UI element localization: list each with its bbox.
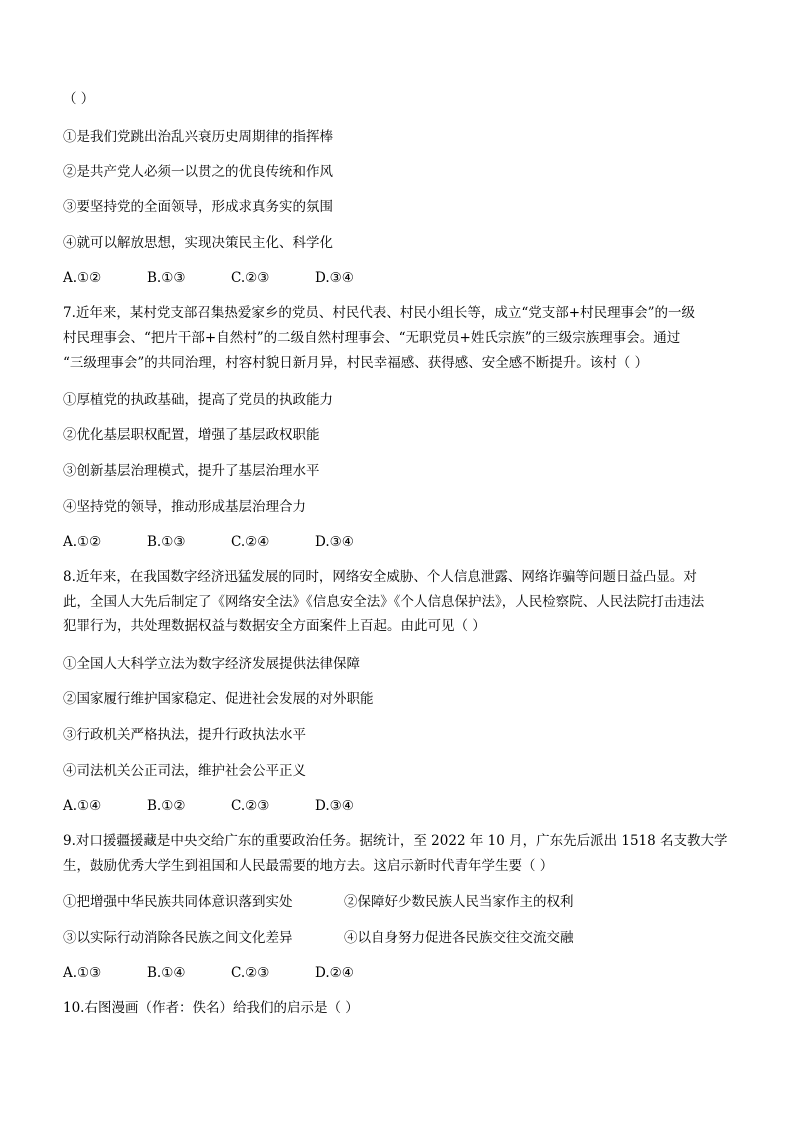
q8-item-4: ④司法机关公正司法，维护社会公平正义 (63, 763, 306, 779)
q6-option-b: B.①③ (147, 270, 186, 286)
q6-option-a: A.①② (63, 270, 102, 286)
q8-stem-line-2: 此，全国人大先后制定了《网络安全法》《信息安全法》《个人信息保护法》，人民检察院、人民法院打击违法 (63, 594, 705, 610)
q7-item-2: ②优化基层职权配置，增强了基层政权职能 (63, 427, 320, 443)
q8-option-a: A.①④ (63, 798, 102, 814)
q9-option-a: A.①③ (63, 965, 102, 981)
q7-option-a: A.①② (63, 534, 102, 550)
q9-item-4: ④以自身努力促进各民族交往交流交融 (344, 930, 574, 946)
q8-option-b: B.①② (147, 798, 186, 814)
q6-option-d: D.③④ (315, 270, 354, 286)
q8-stem-line-3: 犯罪行为，共处理数据权益与数据安全方面案件上百起。由此可见（ ） (63, 618, 486, 634)
q9-item-2: ②保障好少数民族人民当家作主的权利 (344, 894, 574, 910)
q9-option-b: B.①④ (147, 965, 186, 981)
q7-stem-line-1: 7.近年来，某村党支部召集热爱家乡的党员、村民代表、村民小组长等，成立“党支部+村民理事会”的一级 (63, 305, 695, 321)
q7-option-d: D.③④ (315, 534, 354, 550)
q8-item-2: ②国家履行维护国家稳定、促进社会发展的对外职能 (63, 691, 374, 707)
q9-stem-line-2: 生，鼓励优秀大学生到祖国和人民最需要的地方去。这启示新时代青年学生要（ ） (63, 858, 554, 874)
q6-item-1: ①是我们党跳出治乱兴衰历史周期律的指挥棒 (63, 129, 333, 145)
q6-item-2: ②是共产党人必须一以贯之的优良传统和作风 (63, 164, 333, 180)
q9-option-d: D.②④ (315, 965, 354, 981)
q6-option-c: C.②③ (231, 270, 270, 286)
q8-option-c: C.②③ (231, 798, 270, 814)
q6-item-3: ③要坚持党的全面领导，形成求真务实的氛围 (63, 199, 333, 215)
q7-item-4: ④坚持党的领导，推动形成基层治理合力 (63, 499, 306, 515)
q9-stem-line-1: 9.对口援疆援藏是中央交给广东的重要政治任务。据统计，至 2022 年 10 月，广东先后派出 1518 名支教大学 (63, 833, 728, 849)
q8-item-3: ③行政机关严格执法，提升行政执法水平 (63, 727, 306, 743)
q6-answer-bracket: （ ） (63, 91, 95, 107)
q8-item-1: ①全国人大科学立法为数字经济发展提供法律保障 (63, 656, 360, 672)
q7-item-1: ①厚植党的执政基础，提高了党员的执政能力 (63, 392, 333, 408)
q7-option-b: B.①③ (147, 534, 186, 550)
q7-item-3: ③创新基层治理模式，提升了基层治理水平 (63, 463, 320, 479)
q9-item-3: ③以实际行动消除各民族之间文化差异 (63, 930, 293, 946)
q9-item-1: ①把增强中华民族共同体意识落到实处 (63, 894, 293, 910)
q7-option-c: C.②④ (231, 534, 270, 550)
q7-stem-line-3: “三级理事会”的共同治理，村容村貌日新月异，村民幸福感、获得感、安全感不断提升。该村（ ） (63, 355, 649, 371)
q6-item-4: ④就可以解放思想，实现决策民主化、科学化 (63, 235, 333, 251)
q8-option-d: D.③④ (315, 798, 354, 814)
q8-stem-line-1: 8.近年来，在我国数字经济迅猛发展的同时，网络安全威胁、个人信息泄露、网络诈骗等问题日益凸显。对 (63, 569, 697, 585)
q9-option-c: C.②③ (231, 965, 270, 981)
q7-stem-line-2: 村民理事会、“把片干部+自然村”的二级自然村理事会、“无职党员+姓氏宗族”的三级宗族理事会。通过 (63, 330, 681, 346)
q10-stem: 10.右图漫画（作者：佚名）给我们的启示是（ ） (63, 1000, 359, 1016)
